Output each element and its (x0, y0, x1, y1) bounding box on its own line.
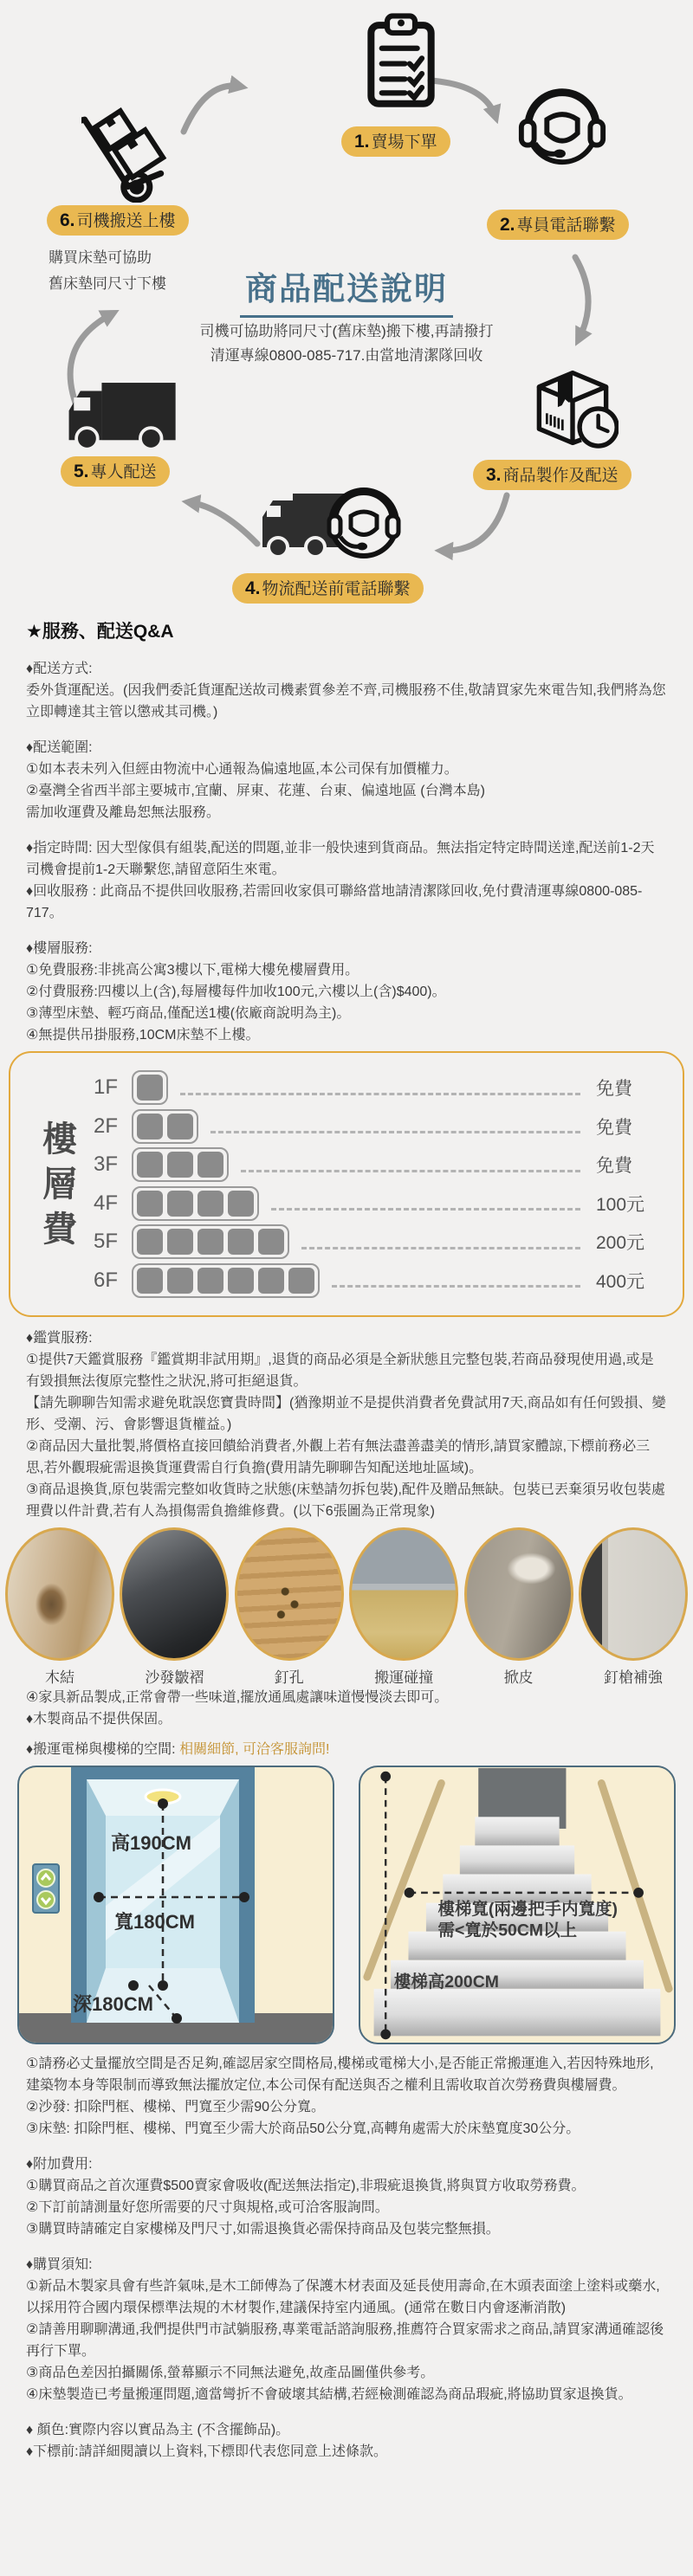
floor-units (132, 1109, 198, 1144)
floor-service-title: ♦樓層服務: (26, 941, 93, 956)
wood-knot-photo (5, 1527, 114, 1661)
floor-row-3f: 3F 免費 (94, 1147, 660, 1182)
floor-units (132, 1224, 289, 1259)
dashed-line (271, 1208, 580, 1211)
dashed-line (301, 1247, 580, 1249)
step6-note-line2: 舊床墊同尺寸下樓 (49, 275, 166, 292)
step-label: 專員電話聯繫 (516, 216, 616, 235)
footer-agree-note: ♦下標前:請詳細閱讀以上資料,下標即代表您同意上述條款。 (26, 2444, 388, 2459)
page-subtitle-line1: 司機可協助將同尺寸(舊床墊)搬下樓,再請撥打 (199, 323, 494, 339)
step-number: 3. (486, 465, 502, 485)
bottom-section (0, 2044, 693, 2480)
step-number: 4. (245, 578, 261, 598)
dashed-line (332, 1285, 580, 1288)
shipping-range-title: ♦配送範圍: (26, 740, 93, 755)
step6-note-line1: 購買床墊可協助 (49, 249, 152, 266)
shipping-range-3: 需加收運費及離島恕無法服務。 (26, 805, 221, 820)
headset-agent-icon (515, 74, 610, 171)
floor-unit-box (137, 1229, 163, 1255)
space-heading: ♦搬運電梯與樓梯的空間: 相關細節, 可洽客服詢問! (26, 1742, 330, 1757)
nail-hole-photo (235, 1527, 344, 1661)
floor-units (132, 1147, 229, 1182)
floor-units (132, 1186, 259, 1221)
flow-step-6 (47, 205, 189, 236)
photo-item: 釘孔 (235, 1527, 344, 1687)
arrow-4-to-5 (189, 502, 257, 544)
flow-step-3 (473, 460, 631, 490)
arrow-6-to-1 (184, 86, 241, 132)
dashed-line (241, 1170, 580, 1172)
arrow-1-to-2 (431, 81, 495, 117)
floor-row-6f: 6F 400元 (94, 1263, 660, 1298)
appreciation-section (0, 1327, 693, 1522)
photo-item: 木結 (5, 1527, 114, 1687)
floor-unit-box (137, 1191, 163, 1217)
nail-gun-photo (579, 1527, 688, 1661)
normal-phenomenon-photos (0, 1522, 693, 1687)
recycle-service-body: ♦回收服務 : 此商品不提供回收服務,若需回收家俱可聯絡當地請清潔隊回收,免付費清運專線0800-085-717。 (26, 884, 643, 920)
qa-section (0, 621, 693, 1046)
step-number: 5. (74, 462, 89, 481)
floor-row-4f: 4F 100元 (94, 1186, 660, 1221)
floor-unit-box (167, 1268, 193, 1294)
floor-unit-box (167, 1191, 193, 1217)
floor-unit-box (167, 1229, 193, 1255)
floor-row-2f: 2F 免費 (94, 1109, 660, 1144)
floor-service-1: ①免費服務:非挑高公寓3樓以下,電梯大樓免樓層費用。 (26, 963, 359, 978)
measure-p3: ③床墊: 扣除門框、樓梯、門寬至少需大於商品50公分寬,高轉角處需大於床墊寬度30公分。 (26, 2121, 580, 2136)
page-subtitle-line2: 清運專線0800-085-717.由當地清潔隊回收 (210, 347, 483, 364)
warranty-note: ♦木製商品不提供保固。 (26, 1712, 172, 1727)
package-clock-icon (527, 364, 619, 452)
floor-units (132, 1263, 320, 1298)
notice-p1: ①新品木製家具會有些許氣味,是木工師傅為了保護木材表面及延長使用壽命,在木頭表面塗上塗料或藥水,以採用符合國内環保標準法規的木材製作,建議保持室内通風。(通常在數日内會逐漸消散) (26, 2279, 660, 2315)
appreciation-p2: 【請先聊聊告知需求避免耽誤您寶貴時間】(猶豫期並不是提供消費者免費試用7天,商品如有任何毀損、變形、受潮、污、會影響退貨權益。) (26, 1396, 666, 1432)
photo-item: 搬運碰撞 (349, 1527, 458, 1687)
space-heading-highlight: 相關細節, 可洽客服詢問! (179, 1742, 330, 1757)
notice-p2: ②請善用聊聊溝通,我們提供門市試躺服務,專業電話諮詢服務,推薦符合買家需求之商品,請買家溝通確認後再行下單。 (26, 2322, 664, 2359)
step-label: 司機搬送上樓 (76, 212, 176, 230)
step-number: 2. (500, 215, 515, 235)
appreciation-p4: ③商品退換貨,原包裝需完整如收貨時之狀態(床墊請勿拆包裝),配件及贈品無缺。包裝已丟棄須另收包裝處理費以件計費,若有人為損傷需負擔維修費。(以下6張圖為正常現象) (26, 1482, 665, 1519)
flow-step-2 (487, 210, 629, 240)
elevator-width-label: 寬180CM (114, 1911, 195, 1933)
stairs-illustration (360, 1767, 674, 2043)
floor-unit-box (228, 1229, 254, 1255)
smell-note: ④家具新品製成,正常會帶一些味道,擺放通風處讓味道慢慢淡去即可。 (26, 1690, 449, 1705)
stairs-width-label-1: 樓梯寬(兩邊把手内寬度) (437, 1900, 619, 1920)
elevator-illustration (19, 1767, 333, 2043)
stairs-width-label-2: 需<寬於50CM以上 (437, 1921, 578, 1940)
flow-step-4 (232, 573, 424, 604)
floor-unit-box (288, 1268, 314, 1294)
stairs-height-label: 樓梯高200CM (393, 1972, 500, 1992)
sofa-wrinkle-photo (120, 1527, 229, 1661)
extra-fee-p3: ③購買時請確定自家樓梯及門尺寸,如需退換貨必需保持商品及包裝完整無損。 (26, 2222, 500, 2237)
floor-service-4: ④無提供吊掛服務,10CM床墊不上樓。 (26, 1028, 260, 1043)
floor-unit-box (137, 1268, 163, 1294)
floor-unit-box (198, 1191, 223, 1217)
delivery-flow-diagram (0, 0, 693, 610)
hand-truck-icon (81, 92, 177, 203)
floor-unit-box (198, 1152, 223, 1178)
elevator-height-label: 高190CM (111, 1832, 191, 1854)
step-number: 1. (354, 132, 370, 152)
shipping-range-1: ①如本表未列入但經由物流中心通報為偏遠地區,本公司保有加價權力。 (26, 762, 458, 777)
photo-item: 沙發皺褶 (120, 1527, 229, 1687)
dashed-line (210, 1131, 580, 1133)
floor-service-2: ②付費服務:四樓以上(含),每層樓每件加收100元,六樓以上(含)$400)。 (26, 985, 446, 999)
floor-row-5f: 5F 200元 (94, 1224, 660, 1259)
floor-fee-rows (94, 1070, 660, 1298)
elevator-depth-label: 深180CM (73, 1993, 153, 2015)
transport-bump-photo (349, 1527, 458, 1661)
dashed-line (180, 1093, 580, 1095)
extra-fee-title: ♦附加費用: (26, 2157, 93, 2172)
specified-time-body: ♦指定時間: 因大型傢俱有組裝,配送的問題,並非一般快速到貨商品。無法指定特定時間送達,配送前1-2天司機會提前1-2天聯繫您,請留意陌生來電。 (26, 841, 655, 877)
clipboard-icon (366, 7, 436, 114)
flow-step-5 (61, 456, 170, 487)
shipping-method-body: 委外貨運配送。(因我們委託貨運配送故司機素質參差不齊,司機服務不佳,敬請買家先來電告知,我們將為您立即轉達其主管以懲戒其司機。) (26, 683, 666, 720)
measure-p1: ①請務必丈量擺放空間是否足夠,確認居家空間格局,樓梯或電梯大小,是否能正常搬運進入,若因特殊地形,建築物本身等限制而導致無法擺放定位,本公司保有配送與否之權利且需收取首次勞務費與樓層費。 (26, 2056, 654, 2093)
space-diagrams (0, 1760, 693, 2044)
truck-call-icon (258, 478, 404, 566)
notes-section (0, 1687, 693, 1760)
floor-fee-chart-label: 樓 層 費 (42, 1120, 77, 1249)
floor-service-3: ③薄型床墊、輕巧商品,僅配送1樓(依廠商說明為主)。 (26, 1006, 351, 1021)
appreciation-p1: ①提供7天鑑賞服務『鑑賞期非試用期』,退貨的商品必須是全新狀態且完整包裝,若商品發現使用過,或是有毀損無法復原完整性之狀況,將可拒絕退貨。 (26, 1353, 654, 1389)
qa-heading: ★服務、配送Q&A (26, 622, 174, 642)
page-title: 商品配送說明 (0, 262, 693, 318)
footer-color-note: ♦ 顏色:實際内容以實品為主 (不含擺飾品)。 (26, 2423, 290, 2437)
stairs-diagram (359, 1766, 676, 2044)
photo-item: 掀皮 (464, 1527, 573, 1687)
appreciation-p3: ②商品因大量批製,將價格直接回饋給消費者,外觀上若有無法盡善盡美的情形,請買家體諒,下標前務必三思,若外觀瑕疵需退換貨運費需自行負擔(費用請先聊聊告知配送地址區域)。 (26, 1439, 651, 1475)
shipping-method-title: ♦配送方式: (26, 662, 93, 676)
shipping-range-2: ②臺灣全省西半部主要城市,宜蘭、屏東、花蓮、台東、偏遠地區 (台灣本島) (26, 784, 485, 798)
step-number: 6. (60, 210, 75, 230)
floor-fee-chart (9, 1051, 684, 1317)
extra-fee-p1: ①購買商品之首次運費$500賣家會吸收(配送無法指定),非瑕疵退換貨,將與買方收取勞務費。 (26, 2179, 586, 2193)
appreciation-title: ♦鑑賞服務: (26, 1331, 93, 1346)
floor-unit-box (258, 1268, 284, 1294)
measure-p2: ②沙發: 扣除門框、樓梯、門寬至少需90公分寬。 (26, 2100, 326, 2114)
arrow-3-to-4 (442, 495, 507, 551)
step-label: 專人配送 (90, 463, 157, 481)
floor-unit-box (167, 1152, 193, 1178)
floor-unit-box (228, 1191, 254, 1217)
notice-p4: ④床墊製造已考量搬運問題,適當彎折不會破壞其結構,若經檢測確認為商品瑕疵,將協助買家退換貨。 (26, 2387, 632, 2402)
floor-unit-box (198, 1229, 223, 1255)
photo-item: 釘槍補強 (579, 1527, 688, 1687)
floor-units (132, 1070, 168, 1105)
floor-unit-box (228, 1268, 254, 1294)
flow-step-1 (341, 126, 450, 157)
floor-unit-box (137, 1075, 163, 1101)
peeling-photo (464, 1527, 573, 1661)
step-label: 商品製作及配送 (502, 467, 619, 485)
step-label: 物流配送前電話聯繫 (262, 580, 411, 598)
delivery-truck-icon (62, 376, 185, 452)
extra-fee-p2: ②下訂前請測量好您所需要的尺寸與規格,或可洽客服詢問。 (26, 2200, 389, 2215)
floor-row-1f: 1F 免費 (94, 1070, 660, 1105)
floor-unit-box (167, 1114, 193, 1140)
floor-unit-box (137, 1152, 163, 1178)
notice-title: ♦購買須知: (26, 2257, 93, 2272)
notice-p3: ③商品色差因拍攝關係,螢幕顯示不同無法避免,故產品圖僅供參考。 (26, 2366, 435, 2380)
floor-unit-box (137, 1114, 163, 1140)
step-label: 賣場下單 (371, 133, 437, 152)
elevator-diagram (17, 1766, 334, 2044)
floor-unit-box (258, 1229, 284, 1255)
floor-unit-box (198, 1268, 223, 1294)
